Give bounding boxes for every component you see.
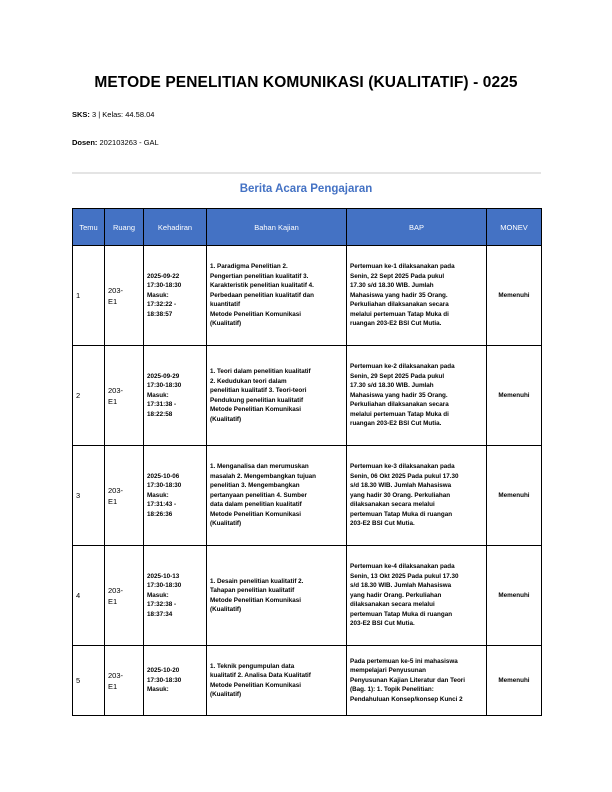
sks-label: SKS: bbox=[72, 110, 90, 119]
cell-bahan-kajian: 1. Menganalisa dan merumuskan masalah 2. Mengembangkan tujuan penelitian 3. Mengembangkan pertanyaan penelitian 4. Sumber data dalam penelitian kualitatif Metode Penelitian Komunikasi (Kualitatif) bbox=[207, 446, 347, 546]
sks-class-value: 3 | Kelas: 44.58.04 bbox=[89, 110, 155, 119]
header-kehadiran: Kehadiran bbox=[144, 209, 207, 246]
cell-temu: 3 bbox=[73, 446, 105, 546]
cell-ruang: 203- E1 bbox=[105, 646, 144, 716]
cell-bahan-kajian: 1. Teknik pengumpulan data kualitatif 2. Analisa Data Kualitatif Metode Penelitian Komunikasi (Kualitatif) bbox=[207, 646, 347, 716]
teaching-report-table bbox=[72, 208, 542, 716]
table-row bbox=[73, 346, 542, 446]
cell-bap: Pertemuan ke-2 dilaksanakan pada Senin, 29 Sept 2025 Pada pukul 17.30 s/d 18.30 WIB. Jumlah Mahasiswa yang hadir 35 Orang. Perkuliahan dilaksanakan secara melalui pertemuan Tatap Muka di ruangan 203-E2 BSI Cut Mutia. bbox=[347, 346, 487, 446]
cell-bahan-kajian: 1. Teori dalam penelitian kualitatif 2. Kedudukan teori dalam penelitian kualitatif 3. Teori-teori Pendukung penelitian kualitatif Metode Penelitian Komunikasi (Kualitatif) bbox=[207, 346, 347, 446]
cell-ruang: 203- E1 bbox=[105, 546, 144, 646]
cell-temu: 5 bbox=[73, 646, 105, 716]
cell-temu: 2 bbox=[73, 346, 105, 446]
lecturer-info bbox=[72, 138, 159, 147]
header-monev: MONEV bbox=[487, 209, 542, 246]
dosen-value: 202103263 - GAL bbox=[97, 138, 159, 147]
cell-monev: Memenuhi bbox=[487, 446, 542, 546]
cell-monev: Memenuhi bbox=[487, 246, 542, 346]
table-row bbox=[73, 546, 542, 646]
divider bbox=[72, 172, 541, 174]
cell-bap: Pada pertemuan ke-5 ini mahasiswa mempelajari Penyusunan Penyusunan Kajian Literatur dan Teori (Bag. 1): 1. Topik Penelitian: Pendahuluan Konsep/konsep Kunci 2 bbox=[347, 646, 487, 716]
header-bahan-kajian: Bahan Kajian bbox=[207, 209, 347, 246]
table-row bbox=[73, 246, 542, 346]
cell-bap: Pertemuan ke-1 dilaksanakan pada Senin, 22 Sept 2025 Pada pukul 17.30 s/d 18.30 WIB. Jumlah Mahasiswa yang hadir 35 Orang. Perkuliahan dilaksanakan secara melalui pertemuan Tatap Muka di ruangan 203-E2 BSI Cut Mutia. bbox=[347, 246, 487, 346]
section-title: Berita Acara Pengajaran bbox=[239, 183, 373, 195]
cell-ruang: 203- E1 bbox=[105, 246, 144, 346]
cell-kehadiran: 2025-09-29 17:30-18:30 Masuk: 17:31:38 - 18:22:58 bbox=[144, 346, 207, 446]
document-title: METODE PENELITIAN KOMUNIKASI (KUALITATIF) - 0225 bbox=[94, 74, 518, 91]
header-temu: Temu bbox=[73, 209, 105, 246]
cell-ruang: 203- E1 bbox=[105, 446, 144, 546]
cell-kehadiran: 2025-10-06 17:30-18:30 Masuk: 17:31:43 - 18:26:36 bbox=[144, 446, 207, 546]
cell-monev: Memenuhi bbox=[487, 646, 542, 716]
cell-bap: Pertemuan ke-4 dilaksanakan pada Senin, 13 Okt 2025 Pada pukul 17.30 s/d 18.30 WIB. Jumlah Mahasiswa yang hadir Orang. Perkuliahan dilaksanakan secara melalui pertemuan Tatap Muka di ruangan 203-E2 BSI Cut Mutia. bbox=[347, 546, 487, 646]
cell-bahan-kajian: 1. Desain penelitian kualitatif 2. Tahapan penelitian kualitatif Metode Penelitian Komunikasi (Kualitatif) bbox=[207, 546, 347, 646]
table-row bbox=[73, 646, 542, 716]
cell-bap: Pertemuan ke-3 dilaksanakan pada Senin, 06 Okt 2025 Pada pukul 17.30 s/d 18.30 WIB. Jumlah Mahasiswa yang hadir 30 Orang. Perkuliahan dilaksanakan secara melalui pertemuan Tatap Muka di ruangan 203-E2 BSI Cut Mutia. bbox=[347, 446, 487, 546]
course-info bbox=[72, 110, 154, 119]
dosen-label: Dosen: bbox=[72, 138, 98, 147]
table-row bbox=[73, 446, 542, 546]
cell-monev: Memenuhi bbox=[487, 546, 542, 646]
cell-monev: Memenuhi bbox=[487, 346, 542, 446]
cell-temu: 1 bbox=[73, 246, 105, 346]
header-ruang: Ruang bbox=[105, 209, 144, 246]
cell-bahan-kajian: 1. Paradigma Penelitian 2. Pengertian penelitian kualitatif 3. Karakteristik penelitian kualitatif 4. Perbedaan penelitian kualitatif dan kuantitatif Metode Penelitian Komunikasi (Kualitatif) bbox=[207, 246, 347, 346]
header-bap: BAP bbox=[347, 209, 487, 246]
cell-ruang: 203- E1 bbox=[105, 346, 144, 446]
cell-temu: 4 bbox=[73, 546, 105, 646]
cell-kehadiran: 2025-10-20 17:30-18:30 Masuk: bbox=[144, 646, 207, 716]
cell-kehadiran: 2025-10-13 17:30-18:30 Masuk: 17:32:38 - 18:37:34 bbox=[144, 546, 207, 646]
table-header-row bbox=[73, 209, 542, 246]
cell-kehadiran: 2025-09-22 17:30-18:30 Masuk: 17:32:22 - 18:38:57 bbox=[144, 246, 207, 346]
